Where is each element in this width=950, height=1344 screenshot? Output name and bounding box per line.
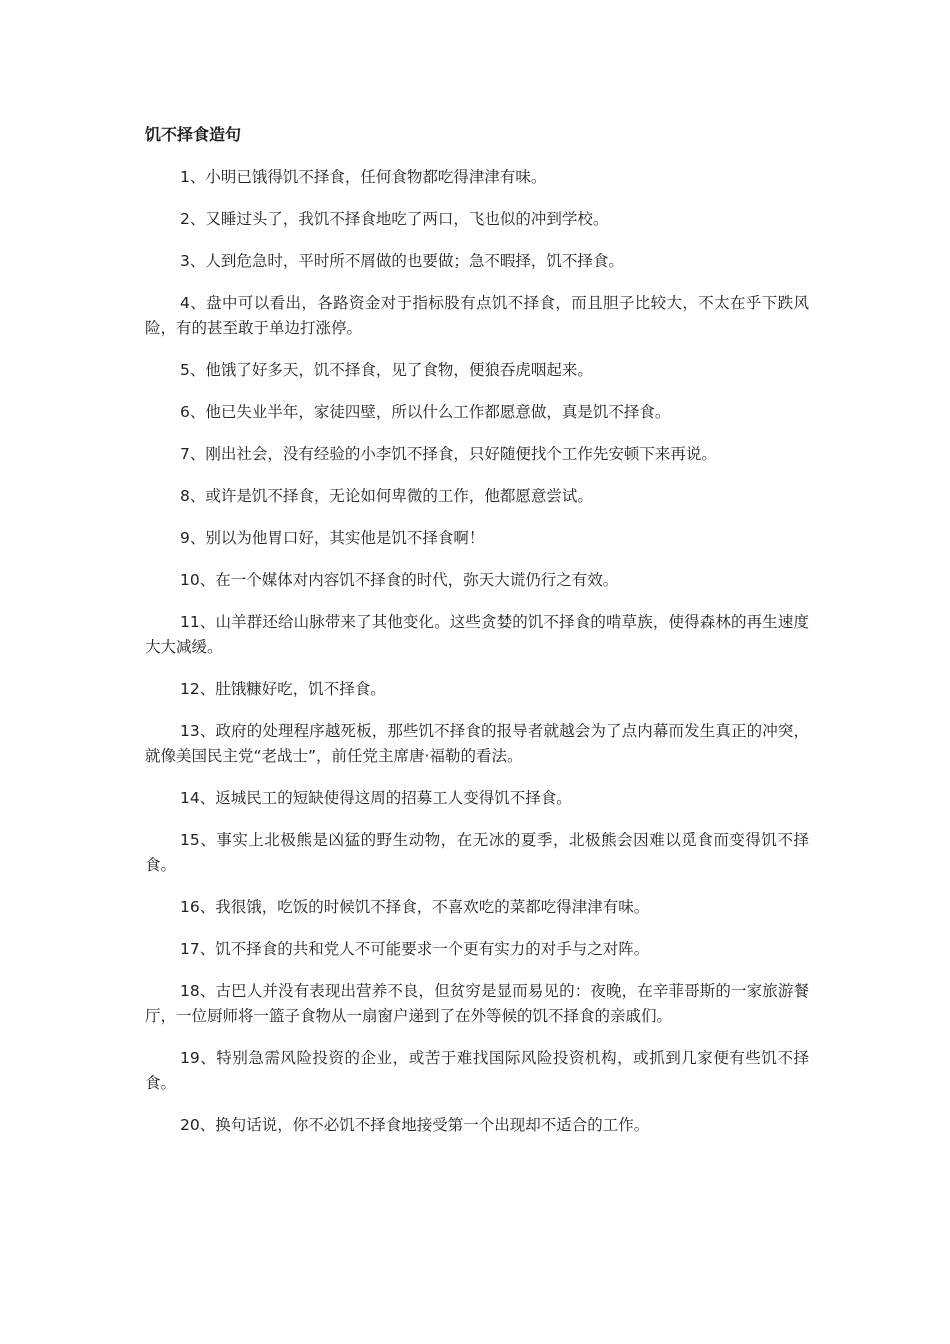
sentence-item-3: 3、人到危急时，平时所不屑做的也要做；急不暇择，饥不择食。	[180, 252, 624, 270]
sentence-item-19: 19、特别急需风险投资的企业，或苦于难找国际风险投资机构，或抓到几家便有些饥不择食。	[145, 1049, 809, 1092]
sentence-item-5: 5、他饿了好多天，饥不择食，见了食物，便狼吞虎咽起来。	[180, 361, 593, 379]
sentence-item-12: 12、肚饿糠好吃，饥不择食。	[180, 680, 386, 698]
sentence-item-4: 4、盘中可以看出，各路资金对于指标股有点饥不择食，而且胆子比较大，不太在乎下跌风险，有的甚至敢于单边打涨停。	[145, 294, 809, 337]
sentence-item-14: 14、返城民工的短缺使得这周的招募工人变得饥不择食。	[180, 789, 572, 807]
document-page	[145, 124, 809, 1155]
sentence-list	[145, 165, 809, 1138]
sentence-item-16: 16、我很饿，吃饭的时候饥不择食，不喜欢吃的菜都吃得津津有味。	[180, 898, 650, 916]
sentence-item-6: 6、他已失业半年，家徒四壁，所以什么工作都愿意做，真是饥不择食。	[180, 403, 671, 421]
document-title: 饥不择食造句	[145, 125, 242, 144]
sentence-item-18: 18、古巴人并没有表现出营养不良，但贫穷是显而易见的：夜晚，在辛菲哥斯的一家旅游餐厅，一位厨师将一篮子食物从一扇窗户递到了在外等候的饥不择食的亲戚们。	[145, 982, 809, 1025]
sentence-item-9: 9、别以为他胃口好，其实他是饥不择食啊！	[180, 529, 485, 547]
sentence-item-20: 20、换句话说，你不必饥不择食地接受第一个出现却不适合的工作。	[180, 1116, 650, 1134]
sentence-item-11: 11、山羊群还给山脉带来了其他变化。这些贪婪的饥不择食的啃草族，使得森林的再生速度大大减缓。	[145, 613, 809, 656]
sentence-item-1: 1、小明已饿得饥不择食，任何食物都吃得津津有味。	[180, 168, 547, 186]
sentence-item-2: 2、又睡过头了，我饥不择食地吃了两口，飞也似的冲到学校。	[180, 210, 609, 228]
sentence-item-17: 17、饥不择食的共和党人不可能要求一个更有实力的对手与之对阵。	[180, 940, 650, 958]
sentence-item-10: 10、在一个媒体对内容饥不择食的时代，弥天大谎仍行之有效。	[180, 571, 619, 589]
sentence-item-15: 15、事实上北极熊是凶猛的野生动物，在无冰的夏季，北极熊会因难以觅食而变得饥不择食。	[145, 831, 809, 874]
sentence-item-8: 8、或许是饥不择食，无论如何卑微的工作，他都愿意尝试。	[180, 487, 593, 505]
sentence-item-7: 7、刚出社会，没有经验的小李饥不择食，只好随便找个工作先安顿下来再说。	[180, 445, 717, 463]
sentence-item-13: 13、政府的处理程序越死板，那些饥不择食的报导者就越会为了点内幕而发生真正的冲突，就像美国民主党“老战士”，前任党主席唐·福勒的看法。	[145, 722, 809, 765]
